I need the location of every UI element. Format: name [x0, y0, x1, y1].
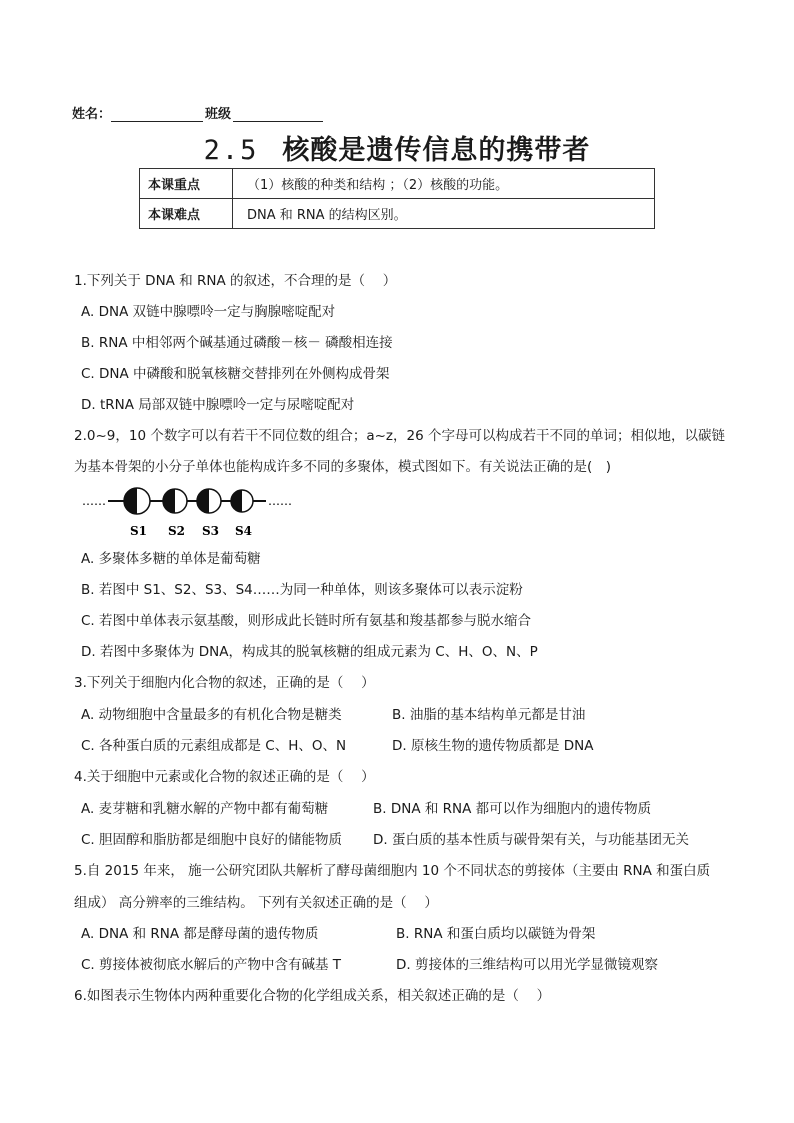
difficulty-value: DNA 和 RNA 的结构区别。 [233, 199, 655, 229]
option-2c[interactable]: C. 若图中单体表示氨基酸，则形成此长链时所有氨基和羧基都参与脱水缩合 [81, 613, 532, 629]
option-1d[interactable]: D. tRNA 局部双链中腺嘌呤一定与尿嘧啶配对 [81, 397, 355, 413]
option-5d[interactable]: D. 剪接体的三维结构可以用光学显微镜观察 [396, 957, 658, 973]
monomer-s3 [197, 489, 221, 513]
class-label: 班级 [205, 107, 232, 122]
difficulty-label: 本课难点 [140, 199, 233, 229]
name-label: 姓名： [72, 107, 112, 122]
key-points-table [139, 168, 655, 229]
option-4d[interactable]: D. 蛋白质的基本性质与碳骨架有关，与功能基团无关 [373, 832, 689, 848]
option-1b[interactable]: B. RNA 中相邻两个碱基通过磷酸－核－ 磷酸相连接 [81, 335, 393, 351]
monomer-s4 [231, 490, 253, 512]
option-1c[interactable]: C. DNA 中磷酸和脱氧核糖交替排列在外侧构成骨架 [81, 366, 390, 382]
table-row [140, 169, 655, 199]
option-1a[interactable]: A. DNA 双链中腺嘌呤一定与胸腺嘧啶配对 [81, 304, 336, 320]
option-4b[interactable]: B. DNA 和 RNA 都可以作为细胞内的遗传物质 [373, 801, 652, 817]
option-4c[interactable]: C. 胆固醇和脂肪都是细胞中良好的储能物质 [81, 832, 343, 848]
lesson-number: 2.5 [203, 135, 259, 166]
option-3b[interactable]: B. 油脂的基本结构单元都是甘油 [392, 707, 586, 723]
option-2b[interactable]: B. 若图中 S1、S2、S3、S4……为同一种单体，则该多聚体可以表示淀粉 [81, 582, 523, 598]
label-s1: S1 [130, 524, 148, 538]
polymer-diagram [82, 485, 322, 543]
option-3d[interactable]: D. 原核生物的遗传物质都是 DNA [392, 738, 594, 754]
table-row [140, 199, 655, 229]
lesson-title: 核酸是遗传信息的携带者 [282, 135, 591, 166]
question-6-stem: 6.如图表示生物体内两种重要化合物的化学组成关系，相关叙述正确的是（ ） [74, 988, 551, 1004]
option-3a[interactable]: A. 动物细胞中含量最多的有机化合物是糖类 [81, 707, 342, 723]
option-5a[interactable]: A. DNA 和 RNA 都是酵母菌的遗传物质 [81, 926, 319, 942]
key-point-label: 本课重点 [140, 169, 233, 199]
option-4a[interactable]: A. 麦芽糖和乳糖水解的产物中都有葡萄糖 [81, 801, 329, 817]
left-ellipsis: …… [82, 494, 106, 508]
monomer-s2 [163, 489, 187, 513]
name-blank[interactable] [111, 107, 203, 122]
question-2-stem-line2: 为基本骨架的小分子单体也能构成许多不同的多聚体，模式图如下。有关说法正确的是( ) [74, 459, 612, 475]
option-5b[interactable]: B. RNA 和蛋白质均以碳链为骨架 [396, 926, 596, 942]
question-1-stem: 1.下列关于 DNA 和 RNA 的叙述，不合理的是（ ） [74, 273, 397, 289]
question-3-stem: 3.下列关于细胞内化合物的叙述，正确的是（ ） [74, 675, 375, 691]
option-5c[interactable]: C. 剪接体被彻底水解后的产物中含有碱基 T [81, 957, 342, 973]
page-title [0, 128, 794, 167]
label-s2: S2 [168, 524, 186, 538]
name-class-line [72, 103, 323, 122]
right-ellipsis: …… [268, 494, 292, 508]
option-3c[interactable]: C. 各种蛋白质的元素组成都是 C、H、O、N [81, 738, 347, 754]
question-5-stem-line2: 组成） 高分辨率的三维结构。 下列有关叙述正确的是（ ） [74, 895, 438, 911]
option-2a[interactable]: A. 多聚体多糖的单体是葡萄糖 [81, 551, 261, 567]
label-s4: S4 [235, 524, 253, 538]
key-point-value: （1）核酸的种类和结构 ；（2）核酸的功能。 [233, 169, 655, 199]
monomer-s1 [124, 488, 150, 514]
question-5-stem-line1: 5.自 2015 年来， 施一公研究团队共解析了酵母菌细胞内 10 个不同状态的剪接体（主要由 RNA 和蛋白质 [74, 863, 711, 879]
question-4-stem: 4.关于细胞中元素或化合物的叙述正确的是（ ） [74, 769, 375, 785]
label-s3: S3 [202, 524, 220, 538]
question-2-stem-line1: 2.0~9，10 个数字可以有若干不同位数的组合；a~z，26 个字母可以构成若干不同的单词；相似地，以碳链 [74, 428, 725, 444]
option-2d[interactable]: D. 若图中多聚体为 DNA，构成其的脱氧核糖的组成元素为 C、H、O、N、P [81, 644, 538, 660]
class-blank[interactable] [233, 107, 323, 122]
